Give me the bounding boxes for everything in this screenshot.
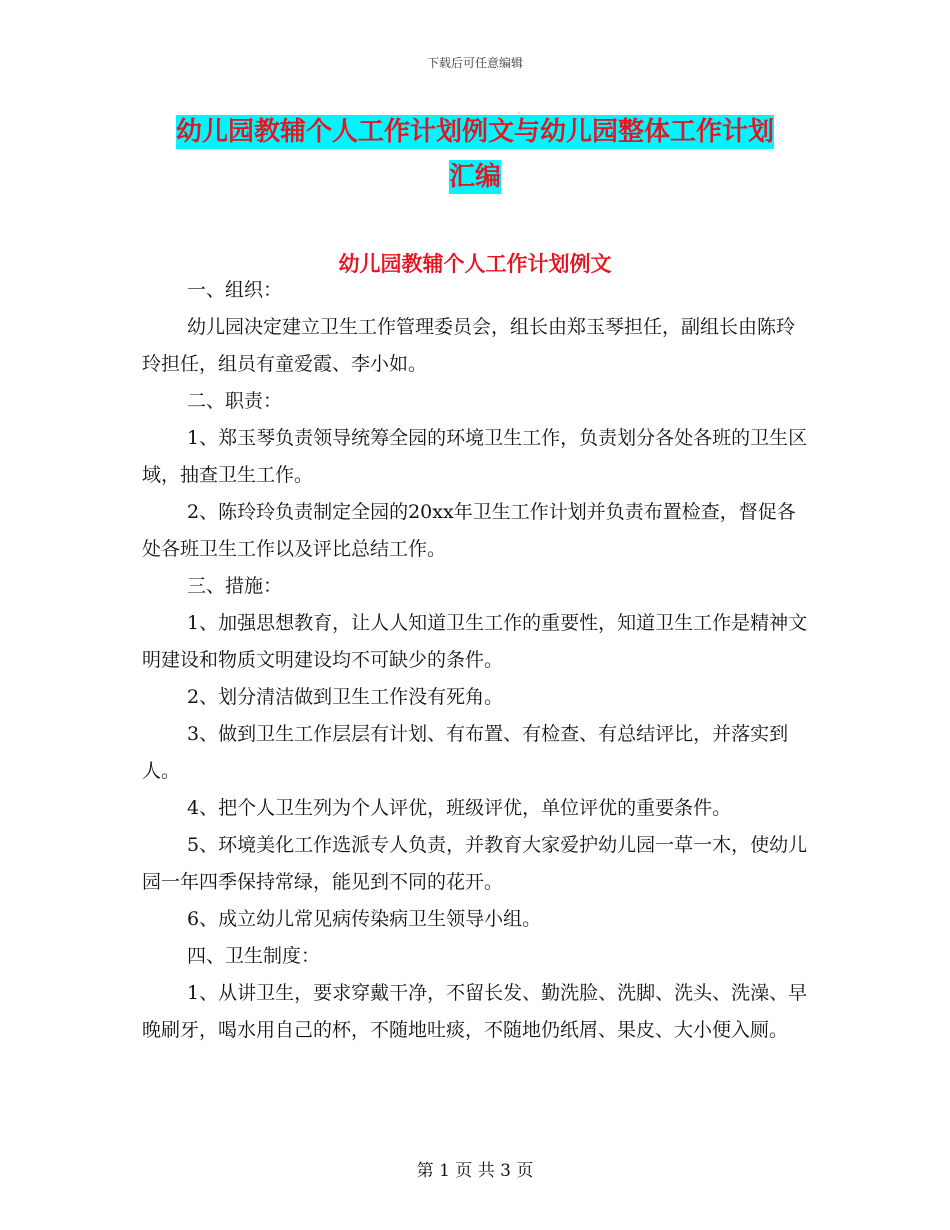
heading-duties: 二、职责： — [187, 390, 283, 412]
section-title: 幼儿园教辅个人工作计划例文 — [338, 251, 612, 276]
document-body — [142, 272, 812, 1049]
paragraph: 3、做到卫生工作层层有计划、有布置、有检查、有总结评比，并落实到人。 — [142, 723, 789, 782]
paragraph: 幼儿园决定建立卫生工作管理委员会，组长由郑玉琴担任，副组长由陈玲玲担任，组员有童爱霞、李小如。 — [142, 316, 796, 375]
page-header-note: 下载后可任意编辑 — [426, 56, 523, 70]
paragraph: 6、成立幼儿常见病传染病卫生领导小组。 — [187, 908, 542, 930]
paragraph: 2、陈玲玲负责制定全园的20xx年卫生工作计划并负责布置检查，督促各处各班卫生工作以及评比总结工作。 — [142, 501, 796, 560]
title-line-1: 幼儿园教辅个人工作计划例文与幼儿园整体工作计划 — [175, 117, 774, 147]
document-title — [0, 110, 950, 200]
heading-organization: 一、组织： — [187, 279, 283, 301]
paragraph: 4、把个人卫生列为个人评优，班级评优，单位评优的重要条件。 — [187, 797, 732, 819]
title-line-2: 汇编 — [448, 162, 501, 192]
paragraph: 1、加强思想教育，让人人知道卫生工作的重要性，知道卫生工作是精神文明建设和物质文明建设均不可缺少的条件。 — [142, 612, 808, 671]
heading-measures: 三、措施： — [187, 575, 283, 597]
page-number: 第 1 页 共 3 页 — [416, 1161, 534, 1181]
paragraph: 5、环境美化工作选派专人负责，并教育大家爱护幼儿园一草一木，使幼儿园一年四季保持常绿，能见到不同的花开。 — [142, 834, 808, 893]
paragraph: 1、从讲卫生，要求穿戴干净，不留长发、勤洗脸、洗脚、洗头、洗澡、早晚刷牙，喝水用自己的杯，不随地吐痰，不随地仍纸屑、果皮、大小便入厕。 — [142, 982, 808, 1041]
heading-hygiene-rules: 四、卫生制度： — [187, 945, 321, 967]
paragraph: 1、郑玉琴负责领导统筹全园的环境卫生工作，负责划分各处各班的卫生区域，抽查卫生工作。 — [142, 427, 808, 486]
paragraph: 2、划分清洁做到卫生工作没有死角。 — [187, 686, 504, 708]
